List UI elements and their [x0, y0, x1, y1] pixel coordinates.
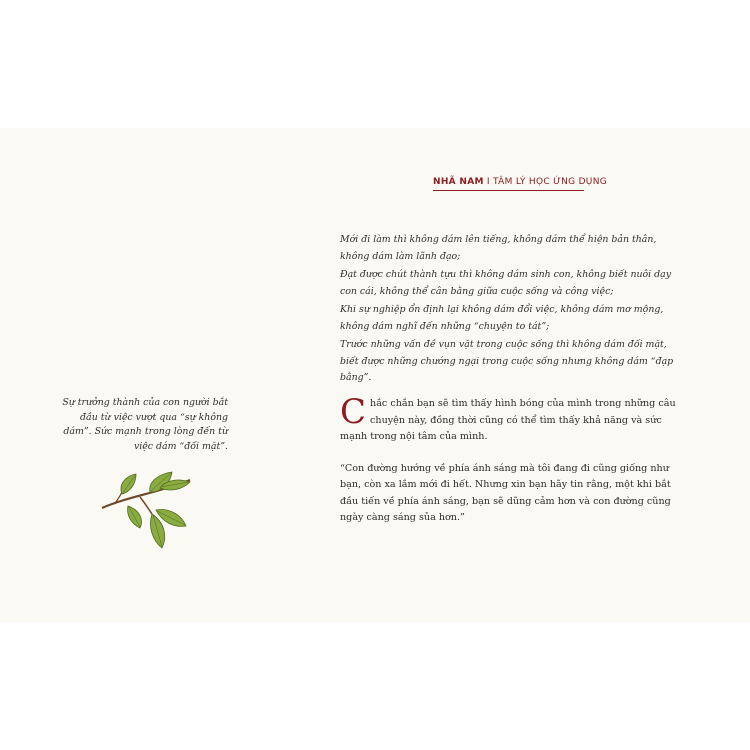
paragraph-text: hắc chắn bạn sẽ tìm thấy hình bóng của mình trong những câu chuyện này, đồng thời cũng có thể tìm thấy khả năng và sức mạnh trong nội tâm của mình.: [340, 398, 676, 442]
body-paragraph-quote: “Con đường hướng về phía ánh sáng mà tôi đang đi cũng giống như bạn, còn xa lắm mới đi hết. Nhưng xin bạn hãy tin rằng, một khi bắt đầu tiến về phía ánh sáng, bạn sẽ dũng cảm hơn và con đường cũng ngày càng sáng sủa hơn.”: [340, 462, 671, 523]
intro-italic-block: [340, 232, 686, 389]
intro-line: Trước những vấn đề vụn vặt trong cuộc sống thì không dám đối mặt, biết được những chướng ngại trong cuộc sống nhưng không dám “đạp bằng”.: [340, 339, 674, 383]
leaf-branch-icon: [100, 470, 194, 550]
running-header: [433, 177, 733, 187]
publisher-name: NHÃ NAM: [433, 177, 484, 187]
body-paragraph: [340, 392, 690, 446]
header-underline: [433, 190, 584, 191]
side-quote: Sự trưởng thành của con người bắt đầu từ việc vượt qua “sự không dám”. Sức mạnh trong lòng đến từ việc dám “đối mặt”.: [62, 397, 228, 452]
intro-line: Mới đi làm thì không dám lên tiếng, không dám thể hiện bản thân, không dám làm lãnh đạo;: [340, 234, 657, 262]
intro-line: Đạt được chút thành tựu thì không dám sinh con, không biết nuôi dạy con cái, không thể cân bằng giữa cuộc sống và công việc;: [340, 269, 672, 297]
section-name: TÂM LÝ HỌC ỨNG DỤNG: [493, 177, 607, 187]
intro-line: Khi sự nghiệp ổn định lại không dám đổi việc, không dám mơ mộng, không dám nghĩ đến những “chuyện to tát”;: [340, 304, 664, 332]
body-text: [340, 392, 690, 542]
header-separator: I: [486, 177, 490, 187]
drop-cap: C: [340, 392, 367, 432]
